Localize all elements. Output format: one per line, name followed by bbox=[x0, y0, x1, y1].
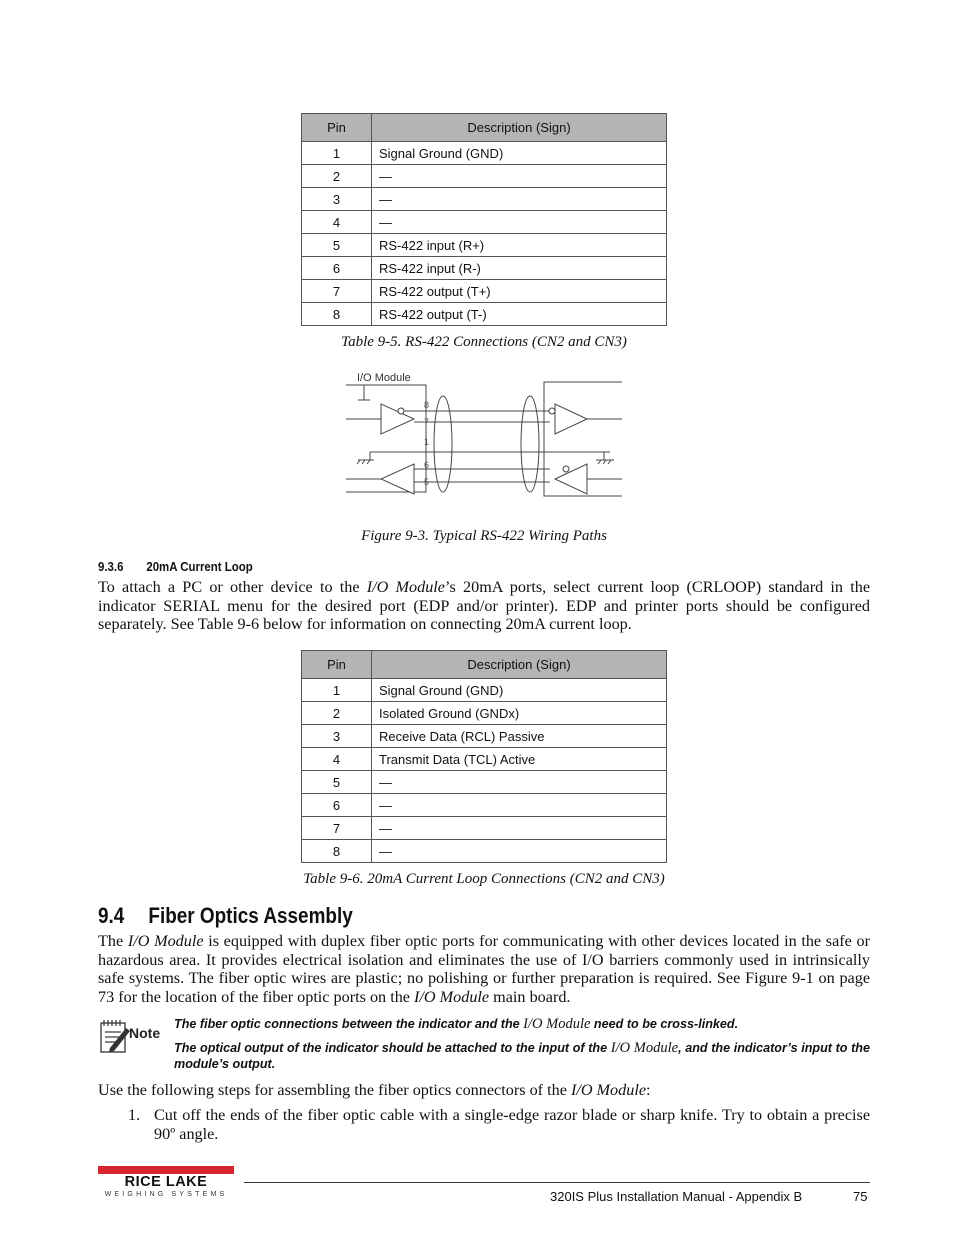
pin-cell: 7 bbox=[302, 817, 372, 840]
rice-lake-logo bbox=[98, 1166, 236, 1200]
ground-icon bbox=[357, 452, 374, 464]
description-cell: Signal Ground (GND) bbox=[372, 679, 667, 702]
description-cell: RS-422 input (R+) bbox=[372, 234, 667, 257]
remote-receiver-triangle bbox=[555, 404, 587, 434]
pin-cell: 1 bbox=[302, 142, 372, 165]
column-header-pin: Pin bbox=[302, 114, 372, 142]
table-caption: Table 9-5. RS-422 Connections (CN2 and CN3) bbox=[341, 334, 627, 350]
fiber-optics-paragraph: The I/O Module is equipped with duplex fiber optic ports for communicating with other devices located in the safe or hazardous area. It provides electrical isolation and eliminates the use of I/O barriers commonly used in intrinsically safe systems. The fiber optic wires are plastic; no polishing or further preparation is required. See Figure 9-1 on page 73 for the location of the fiber optic ports on the I/O Module main board. bbox=[98, 932, 870, 1006]
description-cell: RS-422 output (T-) bbox=[372, 303, 667, 326]
description-cell: RS-422 input (R-) bbox=[372, 257, 667, 280]
subsection-heading bbox=[98, 559, 253, 574]
pin-cell: 8 bbox=[302, 303, 372, 326]
pin-cell: 4 bbox=[302, 211, 372, 234]
section-heading bbox=[98, 903, 353, 929]
logo-tagline: WEIGHING SYSTEMS bbox=[104, 1191, 228, 1198]
pin-cell: 8 bbox=[302, 840, 372, 863]
table-row bbox=[302, 840, 667, 863]
emphasis-io-module: I/O Module bbox=[570, 1081, 647, 1099]
description-cell: — bbox=[372, 188, 667, 211]
description-cell: — bbox=[372, 794, 667, 817]
receiver-triangle bbox=[381, 464, 414, 494]
table-row bbox=[302, 165, 667, 188]
table-row bbox=[302, 748, 667, 771]
pin-cell: 1 bbox=[302, 679, 372, 702]
pin-label: 6 bbox=[424, 460, 430, 470]
pin-label: 7 bbox=[424, 417, 430, 427]
pin-label: 5 bbox=[424, 477, 430, 487]
list-item-text: Cut off the ends of the fiber optic cable with a single-edge razor blade or sharp knife. Try to obtain a precise 90º angle. bbox=[154, 1106, 870, 1143]
pin-cell: 3 bbox=[302, 725, 372, 748]
emphasis-io-module: I/O Module bbox=[366, 578, 445, 596]
table-row bbox=[302, 702, 667, 725]
note-label: Note bbox=[129, 1025, 161, 1041]
description-cell: — bbox=[372, 165, 667, 188]
logo-wordmark: RICE LAKE bbox=[124, 1174, 208, 1190]
pin-cell: 6 bbox=[302, 794, 372, 817]
table-row bbox=[302, 188, 667, 211]
rs422-connections-table bbox=[301, 113, 667, 326]
column-header-description: Description (Sign) bbox=[372, 114, 667, 142]
table-caption: Table 9-6. 20mA Current Loop Connections (CN2 and CN3) bbox=[303, 871, 665, 887]
list-item-number: 1. bbox=[128, 1106, 141, 1124]
driver-triangle bbox=[381, 404, 414, 434]
subsection-title: 20mA Current Loop bbox=[146, 559, 253, 574]
emphasis-io-module: I/O Module bbox=[127, 932, 204, 950]
rs422-wiring-diagram bbox=[340, 368, 630, 518]
pin-label: 8 bbox=[424, 400, 430, 410]
subsection-number: 9.3.6 bbox=[98, 559, 124, 574]
manual-title: 320IS Plus Installation Manual - Appendix B bbox=[550, 1189, 803, 1204]
note-icon bbox=[98, 1018, 170, 1056]
description-cell: — bbox=[372, 211, 667, 234]
module-label: I/O Module bbox=[357, 372, 411, 384]
section-title: Fiber Optics Assembly bbox=[148, 903, 353, 928]
pin-cell: 6 bbox=[302, 257, 372, 280]
table-row bbox=[302, 234, 667, 257]
pin-cell: 3 bbox=[302, 188, 372, 211]
pin-cell: 7 bbox=[302, 280, 372, 303]
steps-intro: Use the following steps for assembling the fiber optics connectors of the I/O Module: bbox=[98, 1081, 651, 1099]
description-cell: Transmit Data (TCL) Active bbox=[372, 748, 667, 771]
emphasis-io-module: I/O Module bbox=[523, 1016, 591, 1032]
description-cell: — bbox=[372, 771, 667, 794]
inverter-bubble bbox=[563, 466, 569, 472]
note-line-1: The fiber optic connections between the indicator and the I/O Module need to be cross-linked. bbox=[174, 1016, 739, 1032]
table-row bbox=[302, 817, 667, 840]
description-cell: RS-422 output (T+) bbox=[372, 280, 667, 303]
description-cell: — bbox=[372, 817, 667, 840]
table-row bbox=[302, 211, 667, 234]
current-loop-paragraph: To attach a PC or other device to the I/O Module’s 20mA ports, select current loop (CRLOOP) standard in the indicator SERIAL menu for the desired port (EDP and/or printer). EDP and printer ports should be configured separately. See Table 9-6 below for information on connecting 20mA current loop. bbox=[98, 578, 871, 634]
table-row bbox=[302, 725, 667, 748]
emphasis-io-module: I/O Module bbox=[414, 987, 490, 1006]
twisted-pair-ellipse bbox=[434, 396, 452, 492]
description-cell: Isolated Ground (GNDx) bbox=[372, 702, 667, 725]
pin-cell: 2 bbox=[302, 702, 372, 725]
table-row bbox=[302, 280, 667, 303]
footer-rule bbox=[244, 1182, 870, 1183]
remote-driver-triangle bbox=[555, 464, 587, 494]
pin-label: 1 bbox=[424, 437, 430, 447]
current-loop-connections-table bbox=[301, 650, 667, 863]
figure-caption: Figure 9-3. Typical RS-422 Wiring Paths bbox=[361, 528, 607, 544]
column-header-description: Description (Sign) bbox=[372, 651, 667, 679]
pin-cell: 4 bbox=[302, 748, 372, 771]
inverter-bubble bbox=[549, 408, 555, 414]
pin-cell: 5 bbox=[302, 771, 372, 794]
note-line-2: The optical output of the indicator should be attached to the input of the I/O Module, and the indicator’s input to the module’s output. bbox=[174, 1040, 871, 1071]
ground-icon bbox=[358, 385, 370, 400]
pin-cell: 5 bbox=[302, 234, 372, 257]
description-cell: Receive Data (RCL) Passive bbox=[372, 725, 667, 748]
table-row bbox=[302, 771, 667, 794]
table-row bbox=[302, 303, 667, 326]
section-number: 9.4 bbox=[98, 903, 125, 928]
description-cell: Signal Ground (GND) bbox=[372, 142, 667, 165]
table-row bbox=[302, 679, 667, 702]
column-header-pin: Pin bbox=[302, 651, 372, 679]
emphasis-io-module: I/O Module bbox=[610, 1040, 679, 1056]
list-item bbox=[98, 1106, 870, 1143]
description-cell: — bbox=[372, 840, 667, 863]
table-row bbox=[302, 794, 667, 817]
pin-cell: 2 bbox=[302, 165, 372, 188]
table-row bbox=[302, 257, 667, 280]
twisted-pair-ellipse bbox=[521, 396, 539, 492]
table-row bbox=[302, 142, 667, 165]
ground-icon bbox=[596, 452, 614, 464]
table-header-row bbox=[302, 651, 667, 679]
inverter-bubble bbox=[398, 408, 404, 414]
table-header-row bbox=[302, 114, 667, 142]
page-number: 75 bbox=[853, 1189, 868, 1204]
